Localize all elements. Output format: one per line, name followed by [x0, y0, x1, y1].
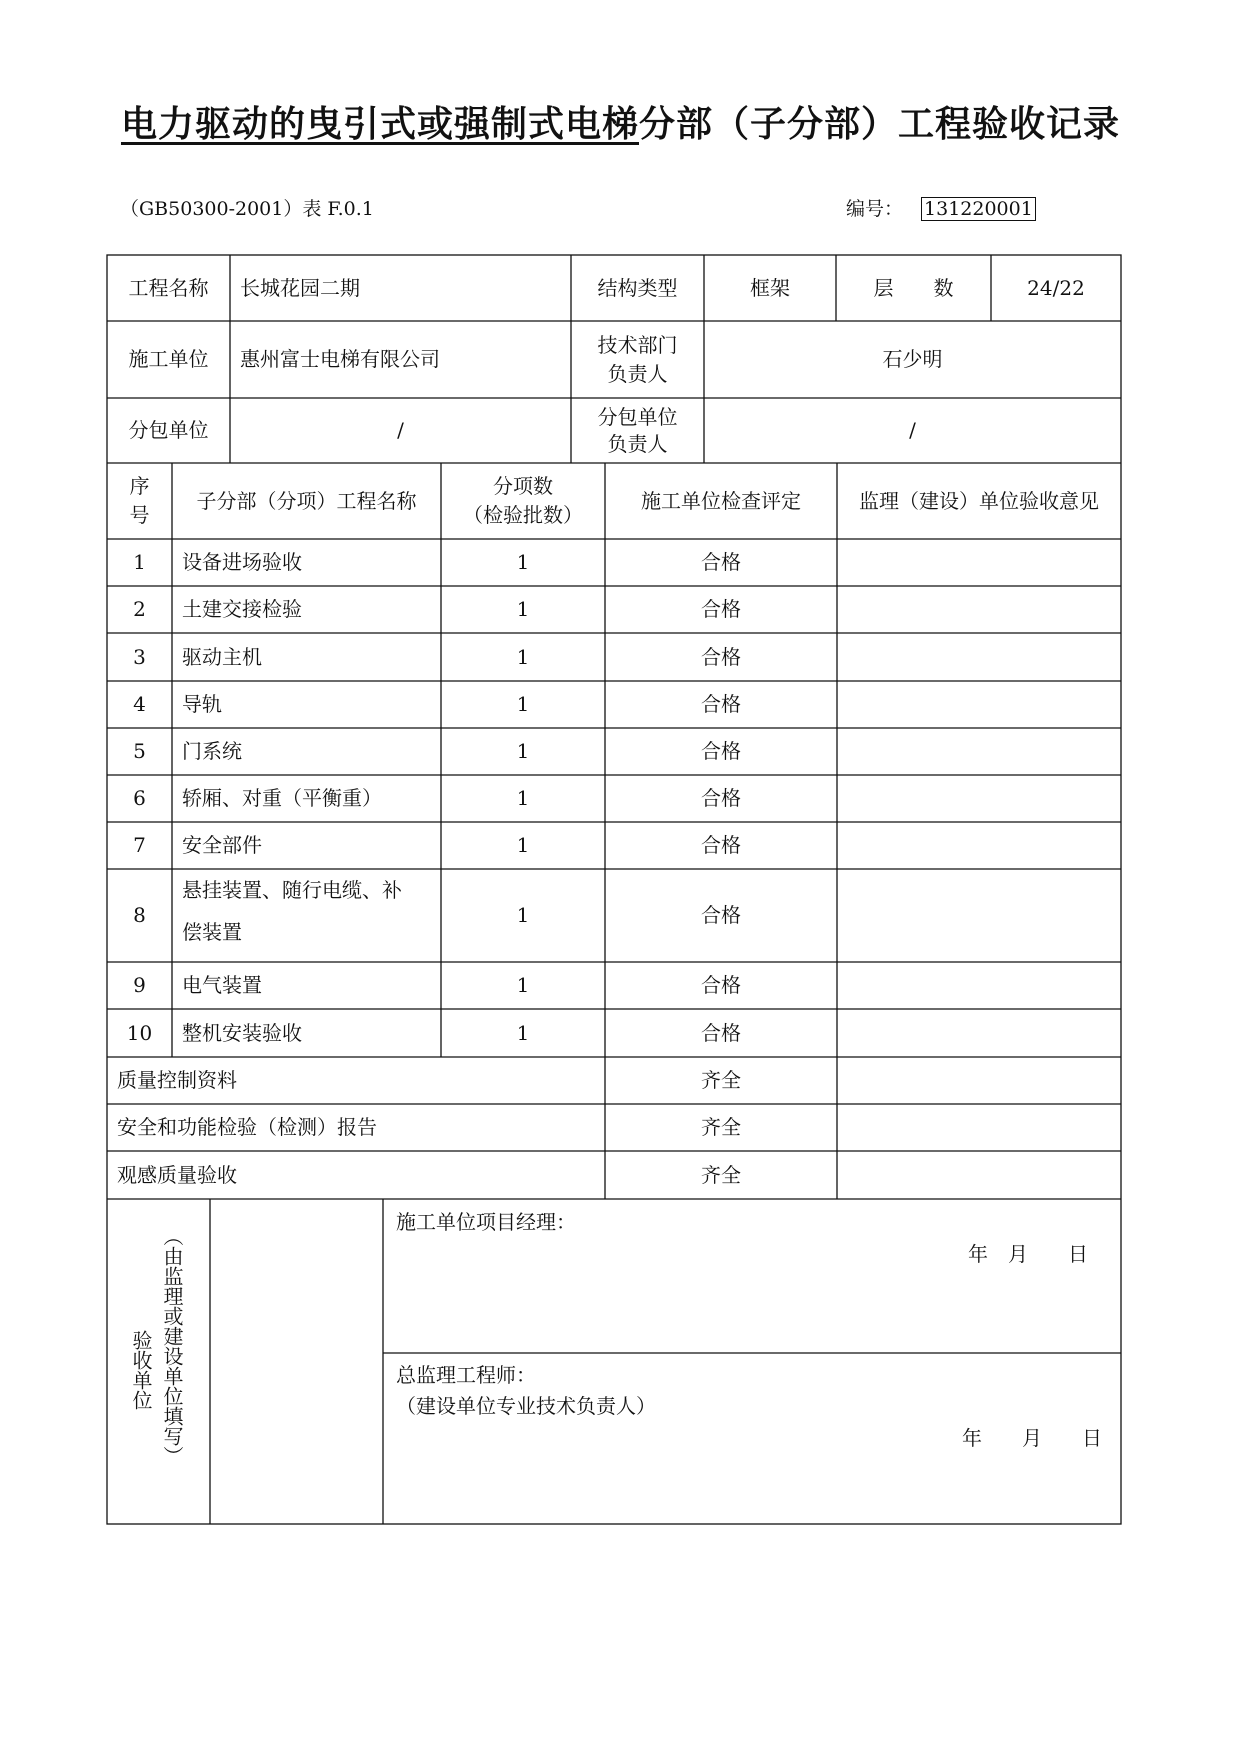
summary-appearance-label: 观感质量验收 [117, 1162, 237, 1187]
chief-date: 年 月 日 [962, 1426, 1102, 1450]
col-count-line2: （检验批数） [463, 503, 583, 527]
row-name-line2: 偿装置 [182, 920, 242, 944]
row-name: 导轨 [182, 692, 222, 716]
row-count: 1 [516, 1020, 530, 1045]
row-name [172, 869, 441, 962]
summary-appearance-result: 齐全 [701, 1162, 741, 1187]
acceptance-note [160, 1226, 192, 1470]
row-count: 1 [516, 786, 530, 810]
project-name-label: 工程名称 [128, 275, 209, 300]
tech-head-label [571, 321, 704, 398]
row-seq: 2 [133, 597, 146, 621]
tech-head-label-line1: 技术部门 [597, 332, 678, 357]
floors-value: 24/22 [1027, 275, 1085, 300]
row-seq: 7 [133, 833, 146, 857]
row-name: 土建交接检验 [182, 597, 302, 621]
col-seq-line2: 号 [129, 503, 150, 527]
row-result: 合格 [701, 739, 741, 763]
project-manager-label: 施工单位项目经理： [396, 1210, 576, 1234]
row-result: 合格 [701, 786, 741, 810]
acceptance-unit-text: 验收单位 [129, 1330, 153, 1410]
summary-safety-report-result: 齐全 [701, 1115, 741, 1139]
project-name-value: 长城花园二期 [240, 275, 360, 300]
standard-reference: （GB50300-2001）表 F.0.1 [120, 198, 374, 220]
row-count: 1 [516, 644, 530, 669]
chief-supervisor-sub: （建设单位专业技术负责人） [396, 1394, 656, 1418]
row-result: 合格 [701, 1020, 741, 1045]
title-rest: 分部（子分部）工程验收记录 [639, 104, 1121, 145]
col-name-header: 子分部（分项）工程名称 [196, 488, 417, 513]
row-result: 合格 [701, 644, 741, 669]
row-name: 门系统 [182, 739, 242, 763]
subcontractor-label: 分包单位 [128, 418, 209, 442]
tech-head-label-line2: 负责人 [607, 361, 668, 386]
acceptance-note-text: （由监理或建设单位填写） [160, 1226, 184, 1466]
row-seq: 1 [133, 550, 146, 574]
contractor-value: 惠州富士电梯有限公司 [240, 347, 440, 371]
col-opinion-header: 监理（建设）单位验收意见 [859, 488, 1099, 513]
row-name: 轿厢、对重（平衡重） [182, 786, 382, 810]
row-name: 安全部件 [182, 833, 262, 857]
summary-quality-docs-result: 齐全 [701, 1068, 741, 1092]
row-result: 合格 [701, 692, 741, 716]
row-seq: 9 [133, 973, 146, 997]
col-check-header: 施工单位检查评定 [641, 488, 801, 513]
row-result: 合格 [701, 597, 741, 621]
col-seq-header [107, 463, 172, 539]
row-name: 驱动主机 [182, 644, 262, 669]
row-count: 1 [516, 903, 530, 927]
row-count: 1 [516, 692, 530, 716]
row-count: 1 [516, 739, 530, 763]
row-result: 合格 [701, 833, 741, 857]
number-label: 编号： [846, 198, 904, 220]
row-seq: 10 [126, 1020, 153, 1045]
row-seq: 3 [133, 644, 146, 669]
row-name: 设备进场验收 [182, 550, 302, 574]
row-seq: 8 [133, 903, 146, 927]
row-name: 电气装置 [182, 973, 262, 997]
tech-head-value: 石少明 [882, 347, 943, 371]
row-seq: 6 [133, 786, 146, 810]
number-value: 131220001 [921, 197, 1036, 221]
sub-head-label-line2: 负责人 [607, 431, 668, 456]
acceptance-unit-label [127, 1330, 157, 1414]
contractor-label: 施工单位 [128, 347, 209, 371]
row-count: 1 [516, 597, 530, 621]
sub-head-label [571, 398, 704, 463]
subcontractor-value: / [397, 418, 404, 442]
col-seq-line1: 序 [129, 474, 150, 498]
row-seq: 5 [133, 739, 146, 763]
summary-safety-report-label: 安全和功能检验（检测）报告 [117, 1115, 377, 1139]
col-count-header [441, 463, 605, 539]
title-underlined: 电力驱动的曳引式或强制式电梯 [120, 104, 639, 145]
row-seq: 4 [133, 692, 146, 716]
summary-quality-docs-label: 质量控制资料 [117, 1068, 237, 1092]
structure-type-label: 结构类型 [597, 275, 678, 300]
sub-head-value: / [909, 418, 916, 442]
row-result: 合格 [701, 903, 741, 927]
row-count: 1 [516, 833, 530, 857]
pm-date: 年 月 日 [968, 1242, 1088, 1266]
row-count: 1 [516, 550, 530, 574]
col-count-line1: 分项数 [493, 474, 553, 498]
row-name-line1: 悬挂装置、随行电缆、补 [182, 878, 402, 902]
row-result: 合格 [701, 550, 741, 574]
structure-type-value: 框架 [750, 275, 790, 300]
chief-supervisor-label: 总监理工程师： [396, 1363, 536, 1387]
row-result: 合格 [701, 973, 741, 997]
floors-label: 层 数 [873, 275, 954, 300]
row-name: 整机安装验收 [182, 1020, 302, 1045]
row-count: 1 [516, 973, 530, 997]
sub-head-label-line1: 分包单位 [597, 404, 678, 429]
